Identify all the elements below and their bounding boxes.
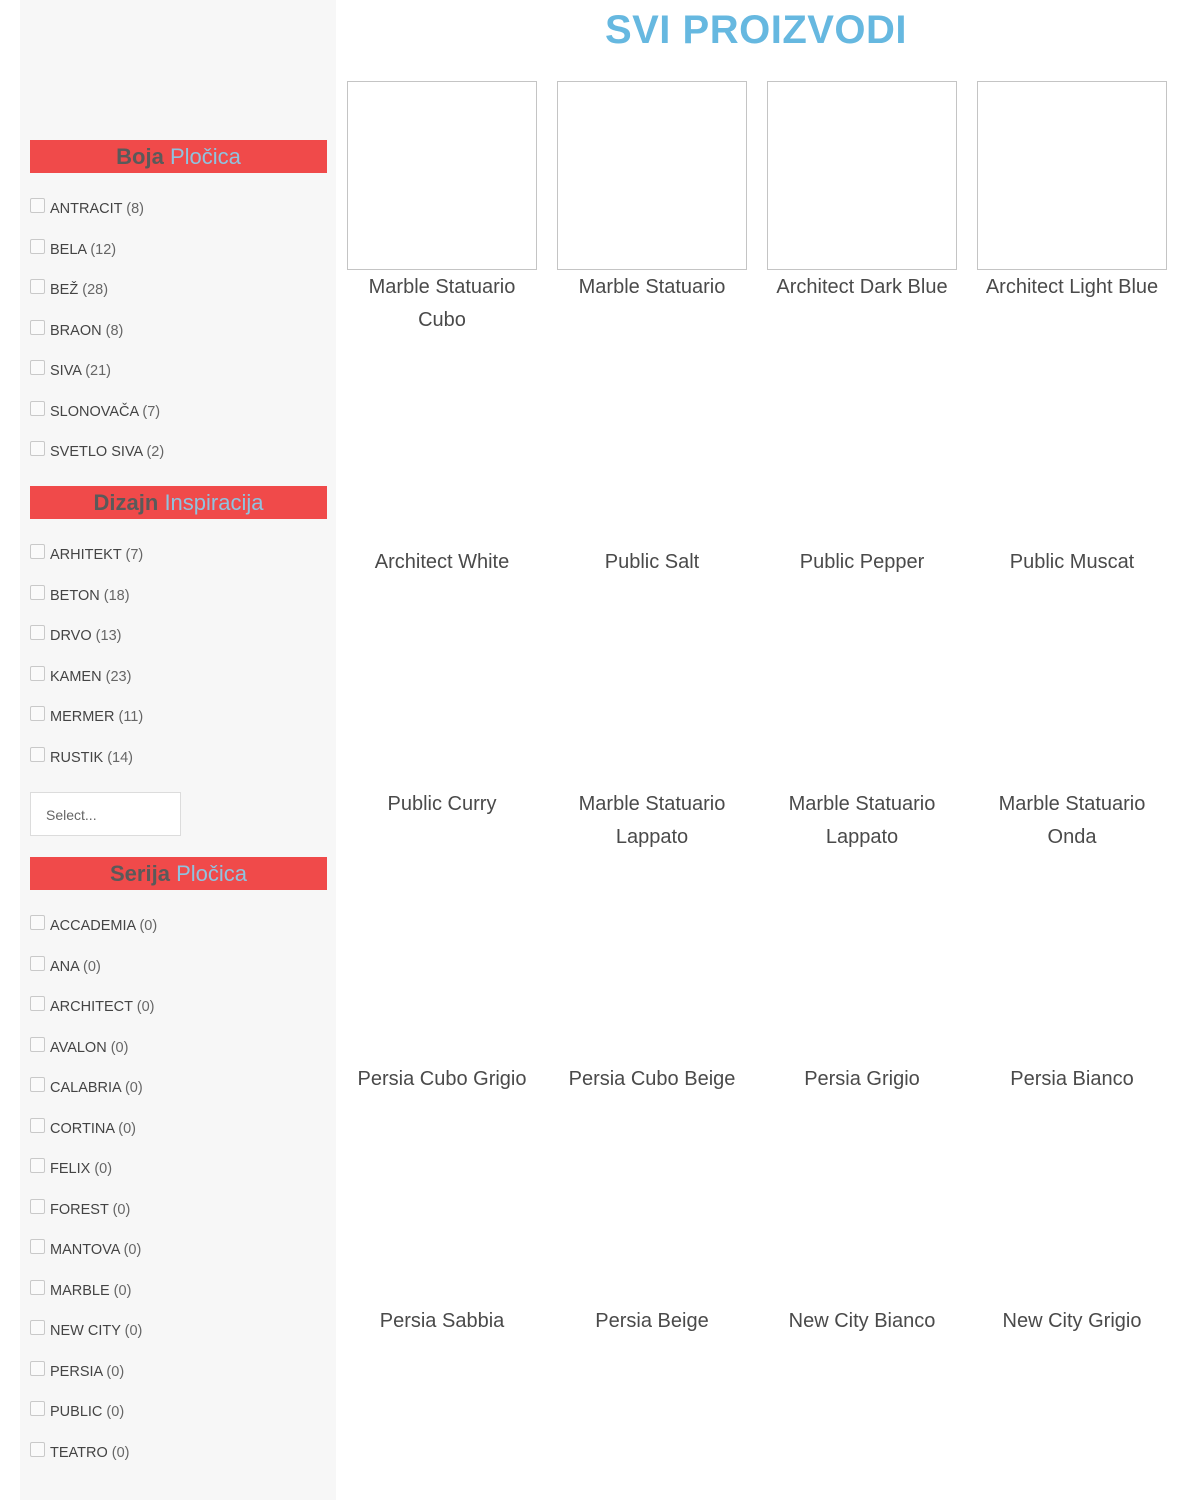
filter-count: (0) xyxy=(123,1242,142,1258)
filter-item[interactable] xyxy=(30,706,330,747)
product-name[interactable]: Persia Bianco xyxy=(1010,1068,1134,1090)
filter-label-wrap[interactable] xyxy=(50,1282,131,1300)
filter-checkbox[interactable] xyxy=(30,1320,45,1335)
filter-label-wrap[interactable] xyxy=(50,322,123,340)
filter-item[interactable] xyxy=(30,1077,330,1118)
product-name[interactable]: New City Bianco xyxy=(788,1310,936,1332)
filter-item[interactable] xyxy=(30,401,330,442)
filter-count: (0) xyxy=(139,918,158,934)
filter-label-wrap[interactable] xyxy=(50,241,116,259)
filter-item[interactable] xyxy=(30,1320,330,1361)
filter-item[interactable] xyxy=(30,996,330,1037)
filter-count: (0) xyxy=(94,1161,113,1177)
filter-label-wrap[interactable] xyxy=(50,200,144,218)
filter-label-wrap[interactable] xyxy=(50,1120,136,1138)
product-card[interactable] xyxy=(977,1062,1167,1096)
filter-sidebar xyxy=(20,0,336,1500)
product-name[interactable]: Persia Sabbia xyxy=(379,1310,505,1332)
filter-label[interactable]: ACCADEMIA xyxy=(50,918,136,934)
filter-label[interactable]: SIVA xyxy=(50,363,82,379)
filter-checkbox[interactable] xyxy=(30,360,45,375)
filter-label[interactable]: ANTRACIT xyxy=(50,201,123,217)
product-thumbnail[interactable] xyxy=(347,81,537,270)
filter-count: (13) xyxy=(95,628,122,644)
filter-checkbox[interactable] xyxy=(30,1077,45,1092)
product-thumbnail[interactable] xyxy=(977,81,1167,270)
filter-count: (18) xyxy=(103,587,130,604)
filter-count: (0) xyxy=(113,1282,132,1299)
filter-item[interactable] xyxy=(30,239,330,280)
filter-label[interactable]: BEŽ xyxy=(50,282,79,298)
filter-item[interactable] xyxy=(30,360,330,401)
product-card[interactable] xyxy=(767,1304,957,1338)
filter-label[interactable]: MANTOVA xyxy=(50,1242,120,1258)
product-name[interactable]: Persia Cubo Beige xyxy=(568,1068,736,1090)
filter-label[interactable]: ARHITEKT xyxy=(50,547,122,563)
filter-label[interactable]: KAMEN xyxy=(50,668,102,685)
header-word-1: Boja xyxy=(116,144,164,169)
filter-checkbox[interactable] xyxy=(30,1158,45,1173)
filter-item[interactable] xyxy=(30,915,330,956)
filter-label-wrap[interactable] xyxy=(50,668,131,686)
product-card[interactable] xyxy=(347,81,537,336)
filter-checkbox[interactable] xyxy=(30,1361,45,1376)
filter-checkbox[interactable] xyxy=(30,956,45,971)
filter-label[interactable]: SLONOVAČA xyxy=(50,403,139,420)
serija-filter-list xyxy=(30,915,330,1482)
filter-label-wrap[interactable] xyxy=(50,1403,124,1421)
header-word-1: Dizajn xyxy=(93,490,159,515)
filter-checkbox[interactable] xyxy=(30,198,45,213)
filter-item[interactable] xyxy=(30,320,330,361)
product-card[interactable] xyxy=(767,545,957,579)
filter-count: (21) xyxy=(85,363,111,379)
filter-label-wrap[interactable] xyxy=(50,362,111,380)
filter-item[interactable] xyxy=(30,1442,330,1483)
filter-item[interactable] xyxy=(30,666,330,707)
filter-count: (0) xyxy=(111,1444,130,1461)
filter-select-dropdown[interactable]: Select... xyxy=(30,792,181,836)
filter-item[interactable] xyxy=(30,625,330,666)
filter-count: (14) xyxy=(107,749,133,766)
product-name[interactable]: Architect Light Blue xyxy=(985,276,1159,298)
product-card[interactable] xyxy=(977,1304,1167,1338)
filter-checkbox[interactable] xyxy=(30,279,45,294)
filter-count: (28) xyxy=(82,282,109,298)
filter-checkbox[interactable] xyxy=(30,996,45,1011)
filter-item[interactable] xyxy=(30,1037,330,1078)
filter-item[interactable] xyxy=(30,585,330,626)
filter-count: (0) xyxy=(118,1120,136,1137)
product-thumbnail[interactable] xyxy=(767,81,957,270)
product-thumbnail[interactable] xyxy=(557,81,747,270)
product-card[interactable] xyxy=(347,1062,537,1096)
filter-checkbox[interactable] xyxy=(30,1118,45,1133)
filter-label-wrap[interactable] xyxy=(50,998,154,1016)
product-card[interactable] xyxy=(767,81,957,304)
product-card[interactable] xyxy=(977,81,1167,304)
filter-item[interactable] xyxy=(30,1401,330,1442)
product-card[interactable] xyxy=(767,787,957,853)
filter-label-wrap[interactable] xyxy=(50,403,160,421)
filter-count: (23) xyxy=(105,668,132,685)
filter-label[interactable]: PERSIA xyxy=(50,1363,103,1380)
filter-checkbox[interactable] xyxy=(30,666,45,681)
filter-checkbox[interactable] xyxy=(30,1280,45,1295)
filter-label[interactable]: ARCHITECT xyxy=(50,999,133,1015)
filter-item[interactable] xyxy=(30,1158,330,1199)
filter-label-wrap[interactable] xyxy=(50,1322,142,1340)
filter-label-wrap[interactable] xyxy=(50,708,143,726)
product-card[interactable] xyxy=(557,81,747,304)
filter-item[interactable] xyxy=(30,1118,330,1159)
filter-label[interactable]: TEATRO xyxy=(50,1444,108,1461)
filter-label[interactable]: FELIX xyxy=(50,1161,91,1177)
filter-count: (0) xyxy=(124,1080,143,1096)
filter-checkbox[interactable] xyxy=(30,1037,45,1052)
filter-label-wrap[interactable] xyxy=(50,1039,128,1057)
product-name[interactable]: Public Salt xyxy=(604,551,700,573)
filter-item[interactable] xyxy=(30,544,330,585)
product-name[interactable]: Public Curry xyxy=(387,793,497,815)
filter-label[interactable]: AVALON xyxy=(50,1039,107,1056)
filter-label[interactable]: RUSTIK xyxy=(50,749,104,766)
filter-checkbox[interactable] xyxy=(30,625,45,640)
filter-label-wrap[interactable] xyxy=(50,749,133,767)
filter-item[interactable] xyxy=(30,1239,330,1280)
filter-item[interactable] xyxy=(30,441,330,482)
product-card[interactable] xyxy=(347,1304,537,1338)
filter-checkbox[interactable] xyxy=(30,544,45,559)
product-card[interactable] xyxy=(977,787,1167,853)
filter-label-wrap[interactable] xyxy=(50,1241,141,1259)
filter-label[interactable]: CALABRIA xyxy=(50,1080,121,1096)
filter-label[interactable]: ANA xyxy=(50,958,80,975)
product-name[interactable]: Marble Statuario Cubo xyxy=(368,276,516,331)
filter-checkbox[interactable] xyxy=(30,1199,45,1214)
filter-count: (7) xyxy=(142,403,161,420)
filter-label[interactable]: BELA xyxy=(50,241,87,258)
filter-label-wrap[interactable] xyxy=(50,1444,130,1462)
product-card[interactable] xyxy=(557,545,747,579)
product-name[interactable]: Architect White xyxy=(374,551,510,573)
filter-label-wrap[interactable] xyxy=(50,627,121,645)
filter-count: (2) xyxy=(146,444,165,460)
filter-label[interactable]: FOREST xyxy=(50,1201,109,1218)
product-name[interactable]: Persia Cubo Grigio xyxy=(357,1068,527,1090)
filter-label-wrap[interactable] xyxy=(50,281,108,299)
product-card[interactable] xyxy=(977,545,1167,579)
filter-count: (8) xyxy=(126,201,145,217)
filter-item[interactable] xyxy=(30,1280,330,1321)
filter-item[interactable] xyxy=(30,956,330,997)
filter-count: (0) xyxy=(112,1201,131,1218)
product-name[interactable]: Marble Statuario xyxy=(578,276,726,298)
filter-count: (12) xyxy=(90,241,117,258)
filter-label[interactable]: NEW CITY xyxy=(50,1323,121,1339)
filter-checkbox[interactable] xyxy=(30,1401,45,1416)
filter-item[interactable] xyxy=(30,279,330,320)
filter-count: (0) xyxy=(110,1039,129,1056)
page-title: SVI PROIZVODI xyxy=(604,8,908,52)
filter-checkbox[interactable] xyxy=(30,747,45,762)
filter-checkbox[interactable] xyxy=(30,441,45,456)
filter-checkbox[interactable] xyxy=(30,915,45,930)
filter-item[interactable] xyxy=(30,1361,330,1402)
product-card[interactable] xyxy=(347,787,537,821)
filter-checkbox[interactable] xyxy=(30,239,45,254)
filter-checkbox[interactable] xyxy=(30,706,45,721)
filter-label[interactable]: MARBLE xyxy=(50,1282,110,1299)
filter-label-wrap[interactable] xyxy=(50,1201,130,1219)
filter-item[interactable] xyxy=(30,198,330,239)
filter-count: (0) xyxy=(106,1363,125,1380)
filter-label-wrap[interactable] xyxy=(50,1079,143,1097)
filter-item[interactable] xyxy=(30,1199,330,1240)
filter-label-wrap[interactable] xyxy=(50,958,101,976)
header-word-2: Pločica xyxy=(169,144,241,169)
boja-plocica-header xyxy=(30,140,327,173)
product-name[interactable]: Architect Dark Blue xyxy=(776,276,948,298)
product-name[interactable]: Persia Beige xyxy=(595,1310,709,1332)
filter-label[interactable]: BETON xyxy=(50,587,100,604)
filter-count: (0) xyxy=(106,1404,125,1420)
filter-label-wrap[interactable] xyxy=(50,587,130,605)
filter-checkbox[interactable] xyxy=(30,585,45,600)
filter-label[interactable]: SVETLO SIVA xyxy=(50,444,143,460)
filter-label[interactable]: MERMER xyxy=(50,709,115,725)
product-name[interactable]: New City Grigio xyxy=(1002,1310,1142,1332)
header-word-2: Pločica xyxy=(176,861,247,886)
boja-filter-list xyxy=(30,198,330,482)
filter-label[interactable]: BRAON xyxy=(50,322,102,339)
header-word-2: Inspiracija xyxy=(164,490,264,515)
filter-label[interactable]: DRVO xyxy=(50,628,92,644)
product-name[interactable]: Persia Grigio xyxy=(804,1068,920,1090)
filter-count: (0) xyxy=(124,1323,143,1339)
filter-count: (0) xyxy=(83,958,101,975)
filter-item[interactable] xyxy=(30,747,330,788)
header-word-1: Serija xyxy=(110,861,170,886)
filter-label-wrap[interactable] xyxy=(50,443,164,461)
filter-checkbox[interactable] xyxy=(30,401,45,416)
serija-plocica-header xyxy=(30,857,327,890)
filter-checkbox[interactable] xyxy=(30,1442,45,1457)
product-name[interactable]: Marble Statuario Lappato xyxy=(788,793,936,848)
product-card[interactable] xyxy=(347,545,537,579)
product-card[interactable] xyxy=(557,787,747,853)
filter-label-wrap[interactable] xyxy=(50,917,157,935)
dizajn-inspiracija-header xyxy=(30,486,327,519)
filter-count: (11) xyxy=(118,709,144,725)
product-card[interactable] xyxy=(767,1062,957,1096)
filter-label[interactable]: CORTINA xyxy=(50,1120,115,1137)
filter-label-wrap[interactable] xyxy=(50,1363,124,1381)
product-card[interactable] xyxy=(557,1062,747,1096)
product-card[interactable] xyxy=(557,1304,747,1338)
filter-label-wrap[interactable] xyxy=(50,546,143,564)
filter-count: (7) xyxy=(125,547,144,563)
product-name[interactable]: Marble Statuario Lappato xyxy=(578,793,726,848)
product-name[interactable]: Marble Statuario Onda xyxy=(998,793,1146,848)
filter-count: (8) xyxy=(105,322,124,339)
filter-label[interactable]: PUBLIC xyxy=(50,1404,103,1420)
product-name[interactable]: Public Muscat xyxy=(1009,551,1135,573)
filter-checkbox[interactable] xyxy=(30,1239,45,1254)
product-name[interactable]: Public Pepper xyxy=(799,551,925,573)
filter-checkbox[interactable] xyxy=(30,320,45,335)
filter-count: (0) xyxy=(136,999,155,1015)
dizajn-filter-list xyxy=(30,544,330,787)
filter-label-wrap[interactable] xyxy=(50,1160,112,1178)
